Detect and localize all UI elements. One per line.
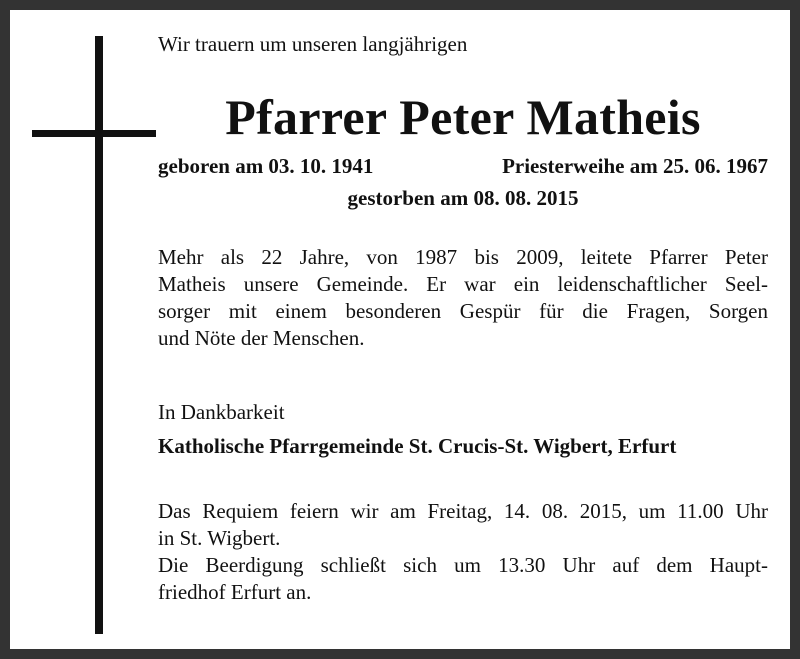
intro-line: Wir trauern um unseren langjährigen (158, 32, 468, 56)
closing-line: In Dankbarkeit (158, 400, 285, 424)
cross-icon-vertical (95, 36, 103, 634)
services-line: Die Beerdigung schließt sich um 13.30 Uhr auf dem Haupt- (158, 553, 768, 577)
biography-paragraph (158, 244, 768, 352)
services-line: in St. Wigbert. (158, 526, 281, 550)
services-line: friedhof Erfurt an. (158, 580, 312, 604)
obituary-notice (10, 10, 790, 649)
dates-row (158, 152, 768, 180)
biography-line: Matheis unsere Gemeinde. Er war ein leidenschaftlicher Seel- (158, 272, 768, 296)
notice-content (158, 30, 768, 606)
biography-line: sorger mit einem besonderen Gespür für die Fragen, Sorgen (158, 299, 768, 323)
birth-date: geboren am 03. 10. 1941 (158, 154, 374, 178)
cross-icon-horizontal (32, 130, 156, 137)
services-paragraph (158, 498, 768, 606)
ordination-date: Priesterweihe am 25. 06. 1967 (502, 154, 768, 178)
death-date: gestorben am 08. 08. 2015 (347, 186, 579, 210)
services-line: Das Requiem feiern wir am Freitag, 14. 08. 2015, um 11.00 Uhr (158, 499, 768, 523)
deceased-name: Pfarrer Peter Matheis (225, 89, 701, 145)
biography-line: Mehr als 22 Jahre, von 1987 bis 2009, leitete Pfarrer Peter (158, 245, 768, 269)
biography-line: und Nöte der Menschen. (158, 326, 365, 350)
parish-name: Katholische Pfarrgemeinde St. Crucis-St. Wigbert, Erfurt (158, 434, 677, 458)
